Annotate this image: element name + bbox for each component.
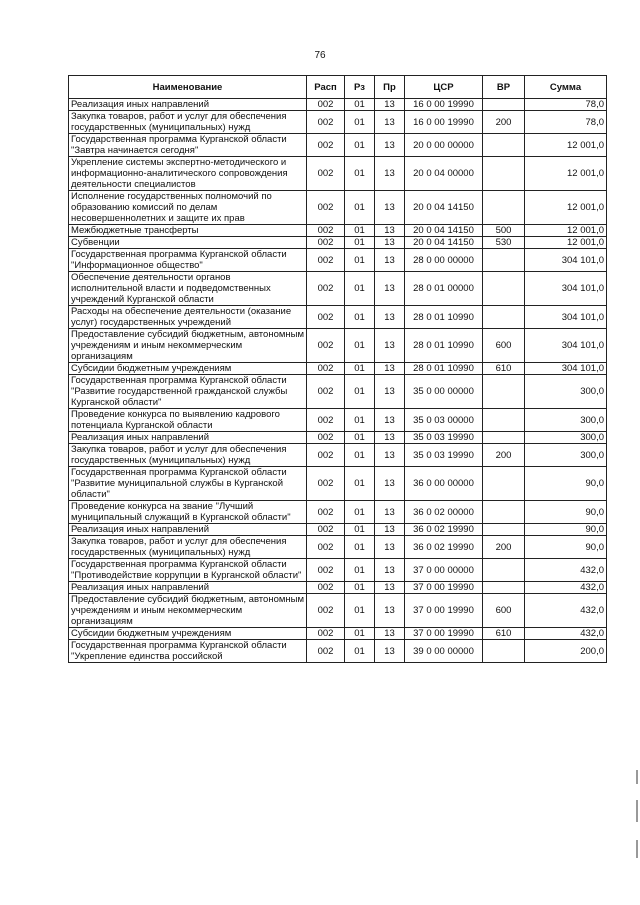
cell-csr: 35 0 00 00000 [405, 375, 483, 409]
cell-rasp: 002 [307, 249, 345, 272]
table-row [69, 249, 607, 272]
cell-rasp: 002 [307, 306, 345, 329]
table-row [69, 594, 607, 628]
cell-sum: 432,0 [525, 628, 607, 640]
table-row [69, 225, 607, 237]
table-row [69, 536, 607, 559]
cell-name: Реализация иных направлений [69, 99, 307, 111]
cell-pr: 13 [375, 99, 405, 111]
cell-csr: 37 0 00 19990 [405, 582, 483, 594]
cell-sum: 12 001,0 [525, 225, 607, 237]
cell-name: Реализация иных направлений [69, 432, 307, 444]
cell-rz: 01 [345, 432, 375, 444]
cell-rz: 01 [345, 501, 375, 524]
cell-vr [483, 501, 525, 524]
cell-rz: 01 [345, 157, 375, 191]
cell-rz: 01 [345, 134, 375, 157]
cell-rz: 01 [345, 444, 375, 467]
cell-sum: 90,0 [525, 524, 607, 536]
table-body [69, 99, 607, 663]
cell-name: Государственная программа Курганской области "Завтра начинается сегодня" [69, 134, 307, 157]
header-name: Наименование [69, 76, 307, 99]
cell-rasp: 002 [307, 524, 345, 536]
cell-pr: 13 [375, 375, 405, 409]
cell-rasp: 002 [307, 640, 345, 663]
cell-rasp: 002 [307, 134, 345, 157]
cell-vr: 530 [483, 237, 525, 249]
cell-csr: 28 0 00 00000 [405, 249, 483, 272]
table-row [69, 628, 607, 640]
cell-rz: 01 [345, 329, 375, 363]
cell-rasp: 002 [307, 409, 345, 432]
cell-vr: 200 [483, 444, 525, 467]
cell-name: Предоставление субсидий бюджетным, автономным учреждениям и иным некоммерческим организациям [69, 594, 307, 628]
cell-sum: 90,0 [525, 501, 607, 524]
table-header-row [69, 76, 607, 99]
cell-rz: 01 [345, 111, 375, 134]
cell-rz: 01 [345, 306, 375, 329]
cell-sum: 304 101,0 [525, 363, 607, 375]
cell-rasp: 002 [307, 237, 345, 249]
cell-sum: 304 101,0 [525, 272, 607, 306]
cell-vr [483, 559, 525, 582]
cell-pr: 13 [375, 157, 405, 191]
cell-sum: 432,0 [525, 594, 607, 628]
cell-name: Предоставление субсидий бюджетным, автономным учреждениям и иным некоммерческим организациям [69, 329, 307, 363]
cell-rz: 01 [345, 237, 375, 249]
cell-rasp: 002 [307, 628, 345, 640]
cell-rasp: 002 [307, 363, 345, 375]
cell-sum: 304 101,0 [525, 306, 607, 329]
cell-rasp: 002 [307, 467, 345, 501]
cell-name: Обеспечение деятельности органов исполнительной власти и подведомственных учреждений Курганской области [69, 272, 307, 306]
cell-pr: 13 [375, 444, 405, 467]
cell-vr [483, 524, 525, 536]
cell-pr: 13 [375, 432, 405, 444]
table-row [69, 559, 607, 582]
cell-pr: 13 [375, 249, 405, 272]
cell-rasp: 002 [307, 191, 345, 225]
cell-name: Закупка товаров, работ и услуг для обеспечения государственных (муниципальных) нужд [69, 111, 307, 134]
cell-rz: 01 [345, 99, 375, 111]
cell-pr: 13 [375, 582, 405, 594]
cell-csr: 35 0 03 00000 [405, 409, 483, 432]
cell-vr [483, 134, 525, 157]
cell-rasp: 002 [307, 594, 345, 628]
table-row [69, 375, 607, 409]
cell-rz: 01 [345, 191, 375, 225]
cell-rasp: 002 [307, 444, 345, 467]
cell-vr [483, 409, 525, 432]
cell-vr [483, 272, 525, 306]
cell-sum: 304 101,0 [525, 329, 607, 363]
cell-vr [483, 467, 525, 501]
cell-rz: 01 [345, 375, 375, 409]
cell-csr: 36 0 00 00000 [405, 467, 483, 501]
cell-pr: 13 [375, 559, 405, 582]
cell-sum: 12 001,0 [525, 237, 607, 249]
header-sum: Сумма [525, 76, 607, 99]
cell-csr: 16 0 00 19990 [405, 99, 483, 111]
cell-pr: 13 [375, 272, 405, 306]
cell-pr: 13 [375, 306, 405, 329]
cell-csr: 16 0 00 19990 [405, 111, 483, 134]
scan-edge-mark [636, 800, 638, 822]
table-row [69, 501, 607, 524]
cell-sum: 432,0 [525, 582, 607, 594]
cell-pr: 13 [375, 524, 405, 536]
cell-vr: 200 [483, 111, 525, 134]
budget-table [68, 75, 607, 663]
header-rasp: Расп [307, 76, 345, 99]
cell-rasp: 002 [307, 272, 345, 306]
cell-sum: 200,0 [525, 640, 607, 663]
cell-rz: 01 [345, 467, 375, 501]
cell-sum: 300,0 [525, 432, 607, 444]
cell-vr: 610 [483, 628, 525, 640]
cell-csr: 28 0 01 10990 [405, 329, 483, 363]
cell-name: Реализация иных направлений [69, 524, 307, 536]
table-row [69, 111, 607, 134]
table-row [69, 432, 607, 444]
cell-pr: 13 [375, 594, 405, 628]
cell-vr [483, 99, 525, 111]
page-number: 76 [314, 50, 326, 61]
table-row [69, 272, 607, 306]
cell-name: Субсидии бюджетным учреждениям [69, 628, 307, 640]
cell-vr [483, 432, 525, 444]
cell-name: Государственная программа Курганской области "Развитие государственной гражданской службы Курганской области" [69, 375, 307, 409]
cell-name: Государственная программа Курганской области "Укрепление единства российской [69, 640, 307, 663]
cell-rz: 01 [345, 272, 375, 306]
cell-pr: 13 [375, 363, 405, 375]
table-row [69, 99, 607, 111]
cell-rasp: 002 [307, 432, 345, 444]
cell-rasp: 002 [307, 501, 345, 524]
cell-csr: 20 0 00 00000 [405, 134, 483, 157]
cell-rz: 01 [345, 524, 375, 536]
cell-csr: 20 0 04 14150 [405, 225, 483, 237]
cell-rz: 01 [345, 409, 375, 432]
cell-name: Закупка товаров, работ и услуг для обеспечения государственных (муниципальных) нужд [69, 444, 307, 467]
cell-sum: 90,0 [525, 467, 607, 501]
cell-name: Государственная программа Курганской области "Развитие муниципальной службы в Курганской области" [69, 467, 307, 501]
cell-vr [483, 640, 525, 663]
cell-pr: 13 [375, 536, 405, 559]
cell-csr: 35 0 03 19990 [405, 444, 483, 467]
cell-sum: 300,0 [525, 375, 607, 409]
cell-name: Субвенции [69, 237, 307, 249]
cell-rasp: 002 [307, 329, 345, 363]
cell-vr [483, 306, 525, 329]
cell-pr: 13 [375, 134, 405, 157]
cell-pr: 13 [375, 501, 405, 524]
cell-name: Исполнение государственных полномочий по образованию комиссий по делам несовершеннолетних и защите их прав [69, 191, 307, 225]
cell-pr: 13 [375, 191, 405, 225]
cell-rasp: 002 [307, 536, 345, 559]
cell-name: Закупка товаров, работ и услуг для обеспечения государственных (муниципальных) нужд [69, 536, 307, 559]
cell-name: Расходы на обеспечение деятельности (оказание услуг) государственных учреждений [69, 306, 307, 329]
cell-sum: 432,0 [525, 559, 607, 582]
cell-csr: 35 0 03 19990 [405, 432, 483, 444]
cell-pr: 13 [375, 409, 405, 432]
cell-rasp: 002 [307, 157, 345, 191]
cell-rz: 01 [345, 628, 375, 640]
cell-rasp: 002 [307, 582, 345, 594]
cell-rz: 01 [345, 249, 375, 272]
cell-csr: 37 0 00 19990 [405, 628, 483, 640]
table-row [69, 467, 607, 501]
cell-sum: 304 101,0 [525, 249, 607, 272]
table-row [69, 157, 607, 191]
cell-vr [483, 191, 525, 225]
cell-pr: 13 [375, 628, 405, 640]
cell-rasp: 002 [307, 375, 345, 409]
cell-csr: 28 0 01 10990 [405, 363, 483, 375]
table-row [69, 329, 607, 363]
cell-csr: 36 0 02 19990 [405, 536, 483, 559]
cell-sum: 300,0 [525, 444, 607, 467]
cell-rz: 01 [345, 640, 375, 663]
table-row [69, 444, 607, 467]
header-pr: Пр [375, 76, 405, 99]
table-row [69, 582, 607, 594]
cell-pr: 13 [375, 640, 405, 663]
cell-vr [483, 375, 525, 409]
cell-vr: 200 [483, 536, 525, 559]
cell-pr: 13 [375, 467, 405, 501]
cell-csr: 20 0 04 14150 [405, 237, 483, 249]
cell-vr: 600 [483, 594, 525, 628]
cell-pr: 13 [375, 225, 405, 237]
scan-edge-mark [636, 770, 638, 784]
cell-csr: 39 0 00 00000 [405, 640, 483, 663]
cell-rz: 01 [345, 559, 375, 582]
cell-vr: 500 [483, 225, 525, 237]
cell-name: Государственная программа Курганской области "Информационное общество" [69, 249, 307, 272]
header-vr: ВР [483, 76, 525, 99]
cell-rz: 01 [345, 536, 375, 559]
table-row [69, 409, 607, 432]
cell-rz: 01 [345, 594, 375, 628]
scan-edge-mark [636, 840, 638, 858]
table-row [69, 237, 607, 249]
table-row [69, 524, 607, 536]
cell-rasp: 002 [307, 225, 345, 237]
cell-name: Проведение конкурса на звание "Лучший муниципальный служащий в Курганской области" [69, 501, 307, 524]
cell-vr [483, 249, 525, 272]
table-row [69, 306, 607, 329]
table-row [69, 640, 607, 663]
cell-rz: 01 [345, 225, 375, 237]
table-row [69, 191, 607, 225]
cell-csr: 37 0 00 00000 [405, 559, 483, 582]
header-rz: Рз [345, 76, 375, 99]
cell-name: Государственная программа Курганской области "Противодействие коррупции в Курганской области" [69, 559, 307, 582]
cell-vr: 600 [483, 329, 525, 363]
cell-pr: 13 [375, 237, 405, 249]
table-row [69, 363, 607, 375]
cell-pr: 13 [375, 111, 405, 134]
cell-sum: 300,0 [525, 409, 607, 432]
cell-sum: 12 001,0 [525, 157, 607, 191]
cell-pr: 13 [375, 329, 405, 363]
cell-rz: 01 [345, 582, 375, 594]
cell-name: Межбюджетные трансферты [69, 225, 307, 237]
cell-csr: 36 0 02 00000 [405, 501, 483, 524]
cell-csr: 20 0 04 00000 [405, 157, 483, 191]
cell-name: Проведение конкурса по выявлению кадрового потенциала Курганской области [69, 409, 307, 432]
cell-name: Реализация иных направлений [69, 582, 307, 594]
cell-csr: 28 0 01 10990 [405, 306, 483, 329]
header-csr: ЦСР [405, 76, 483, 99]
cell-csr: 36 0 02 19990 [405, 524, 483, 536]
cell-rasp: 002 [307, 99, 345, 111]
cell-sum: 90,0 [525, 536, 607, 559]
cell-csr: 37 0 00 19990 [405, 594, 483, 628]
cell-rasp: 002 [307, 111, 345, 134]
cell-vr: 610 [483, 363, 525, 375]
cell-sum: 12 001,0 [525, 191, 607, 225]
cell-sum: 12 001,0 [525, 134, 607, 157]
cell-sum: 78,0 [525, 99, 607, 111]
cell-name: Укрепление системы экспертно-методического и информационно-аналитического сопровождения деятельности специалистов [69, 157, 307, 191]
cell-name: Субсидии бюджетным учреждениям [69, 363, 307, 375]
cell-vr [483, 157, 525, 191]
cell-rz: 01 [345, 363, 375, 375]
cell-rasp: 002 [307, 559, 345, 582]
cell-csr: 28 0 01 00000 [405, 272, 483, 306]
cell-csr: 20 0 04 14150 [405, 191, 483, 225]
cell-vr [483, 582, 525, 594]
table-row [69, 134, 607, 157]
cell-sum: 78,0 [525, 111, 607, 134]
